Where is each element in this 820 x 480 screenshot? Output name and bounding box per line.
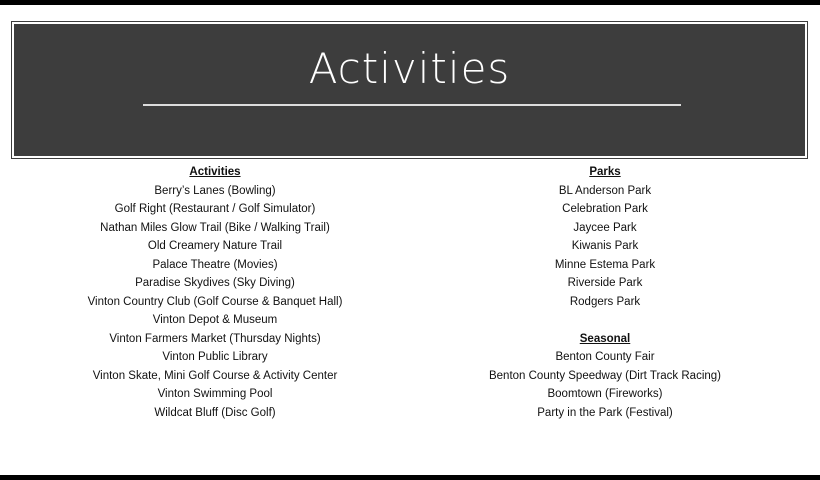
list-item: Vinton Country Club (Golf Course & Banquet Hall) bbox=[87, 295, 343, 308]
title-underline-divider bbox=[143, 104, 681, 106]
page-title: Activities bbox=[308, 44, 511, 93]
section-spacer bbox=[455, 311, 755, 330]
list-item: BL Anderson Park bbox=[558, 184, 652, 197]
list-item: Benton County Speedway (Dirt Track Racing) bbox=[488, 369, 722, 382]
list-item: Celebration Park bbox=[562, 203, 648, 215]
list-item: Riverside Park bbox=[567, 277, 643, 289]
activities-heading: Activities bbox=[189, 166, 241, 178]
list-item: Paradise Skydives (Sky Diving) bbox=[135, 277, 295, 289]
list-item: Vinton Skate, Mini Golf Course & Activity Center bbox=[92, 369, 338, 382]
list-item: Palace Theatre (Movies) bbox=[152, 258, 278, 271]
list-item: Berry’s Lanes (Bowling) bbox=[154, 184, 276, 197]
list-item: Jaycee Park bbox=[573, 221, 637, 234]
list-item: Vinton Depot & Museum bbox=[152, 314, 278, 326]
list-item: Vinton Public Library bbox=[162, 351, 268, 363]
seasonal-heading: Seasonal bbox=[579, 332, 631, 345]
title-banner bbox=[12, 22, 807, 158]
activities-column bbox=[60, 163, 370, 422]
parks-seasonal-column bbox=[455, 163, 755, 422]
slide bbox=[0, 5, 820, 475]
list-item: Vinton Farmers Market (Thursday Nights) bbox=[109, 332, 321, 345]
list-item: Golf Right (Restaurant / Golf Simulator) bbox=[114, 203, 316, 215]
list-item: Party in the Park (Festival) bbox=[537, 406, 673, 419]
list-item: Old Creamery Nature Trail bbox=[147, 240, 283, 252]
list-item: Nathan Miles Glow Trail (Bike / Walking Trail) bbox=[100, 221, 330, 234]
list-item: Benton County Fair bbox=[555, 351, 655, 363]
list-item: Wildcat Bluff (Disc Golf) bbox=[154, 406, 276, 419]
list-item: Rodgers Park bbox=[569, 295, 641, 308]
list-item: Kiwanis Park bbox=[571, 240, 639, 252]
list-item: Vinton Swimming Pool bbox=[157, 388, 273, 400]
list-item: Minne Estema Park bbox=[554, 258, 656, 271]
list-item: Boomtown (Fireworks) bbox=[547, 388, 663, 400]
parks-heading: Parks bbox=[589, 166, 621, 178]
